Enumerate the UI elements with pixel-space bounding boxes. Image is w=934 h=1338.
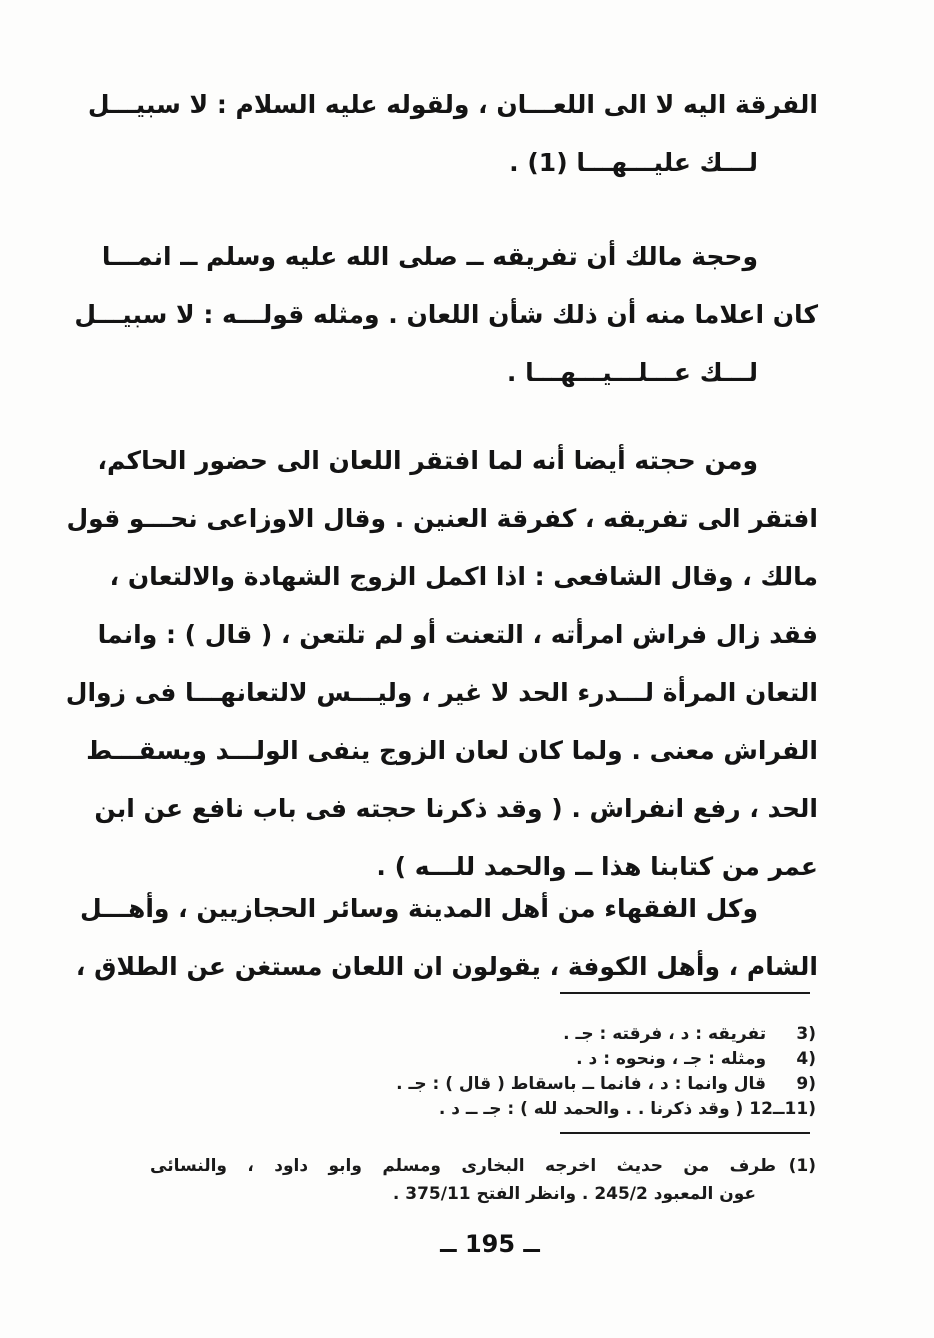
note-ref: (3 <box>796 1024 816 1044</box>
note-ref: (4 <box>796 1049 816 1069</box>
variant-note <box>280 1047 816 1072</box>
note-text: قال وانما : د ، فانما ــ باسقاط ( قال ) : جـ . <box>396 1074 767 1094</box>
paragraph-4 <box>75 880 818 996</box>
text-line: عمر من كتابنا هذا ــ والحمد للـــه ) . <box>376 852 818 881</box>
text-line: كان اعلاما منه أن ذلك شأن اللعان . ومثله قولـــه : لا سبيـــل <box>74 300 818 329</box>
text-line: مالك ، وقال الشافعى : اذا اكمل الزوج الشهادة والالتعان ، <box>109 562 818 591</box>
footnote-text: طرف من حديث اخرجه البخارى ومسلم وابو داود ، والنسائى <box>150 1156 776 1176</box>
variant-note <box>280 1097 816 1122</box>
variant-note <box>280 1072 816 1097</box>
text-line: لـــك عليـــهـــا (1) . <box>509 148 758 177</box>
text-line: الفرقة اليه لا الى اللعـــان ، ولقوله عليه السلام : لا سبيـــل <box>87 90 818 119</box>
variant-note <box>280 1022 816 1047</box>
page-number: ــ 195 ــ <box>440 1230 540 1258</box>
text-line: وحجة مالك أن تفريقه ــ صلى الله عليه وسلم ــ انمـــا <box>101 242 758 271</box>
note-ref: (9 <box>796 1074 816 1094</box>
footnote-line: عون المعبود 245/2 . وانظر الفتح 375/11 . <box>392 1184 756 1204</box>
text-line: لـــك عـــلـــيـــهـــا . <box>506 358 758 387</box>
text-line: افتقر الى تفريقه ، كفرقة العنين . وقال الاوزاعى نحـــو قول <box>66 504 818 533</box>
text-line: وكل الفقهاء من أهل المدينة وسائر الحجازيين ، وأهـــل <box>80 894 758 923</box>
footnote-ref: (1) <box>788 1156 816 1176</box>
paragraph-2 <box>74 228 818 402</box>
footnote-line <box>150 1152 816 1180</box>
text-line: الفراش معنى . ولما كان لعان الزوج ينفى الولـــد ويسقـــط <box>86 736 818 765</box>
paragraph-3 <box>65 432 818 896</box>
note-ref: (11ــ12 <box>749 1099 816 1119</box>
text-line: الحد ، رفع انفراش . ( وقد ذكرنا حجته فى باب نافع عن ابن <box>94 794 818 823</box>
text-line: فقد زال فراش امرأته ، التعنت أو لم تلتعن ، ( قال ) : وانما <box>97 620 818 649</box>
note-text: تفريقه : د ، فرقته : جـ . <box>563 1024 767 1044</box>
note-text: ( وقد ذكرنا . . والحمد لله ) : جـ ــ د . <box>438 1099 744 1119</box>
note-text: ومثله : جـ ، ونحوه : د . <box>576 1049 767 1069</box>
paragraph-1 <box>87 76 818 192</box>
notes-separator <box>560 1132 810 1134</box>
text-line: ومن حجته أيضا أنه لما افتقر اللعان الى حضور الحاكم، <box>97 446 758 475</box>
variant-notes <box>280 1022 816 1122</box>
footnote-separator <box>560 992 810 994</box>
text-line: التعان المرأة لـــدرء الحد لا غير ، وليـــس لالتعانهـــا فى زوال <box>65 678 818 707</box>
text-line: الشام ، وأهل الكوفة ، يقولون ان اللعان مستغن عن الطلاق ، <box>75 952 818 981</box>
footnote <box>150 1152 816 1208</box>
